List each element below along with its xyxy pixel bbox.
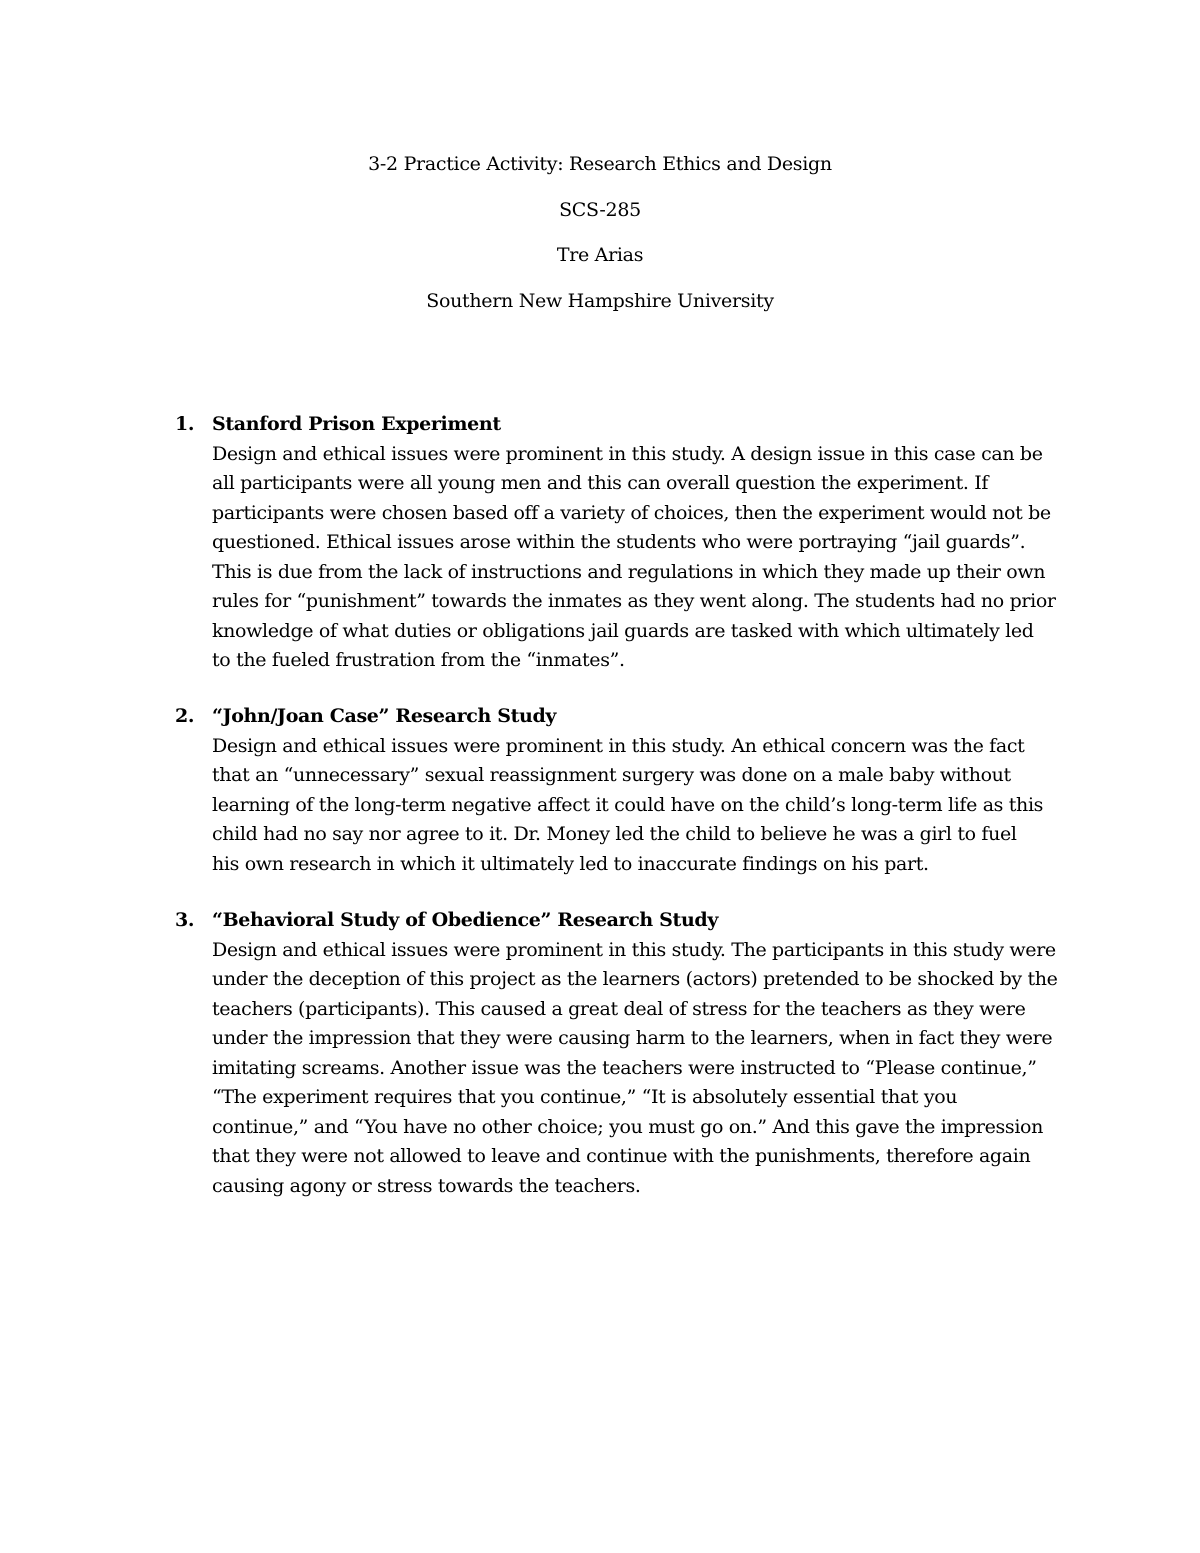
body-line: under the impression that they were causing harm to the learners, when in fact they were [212, 1027, 1053, 1049]
body-line: that an “unnecessary” sexual reassignment surgery was done on a male baby without [212, 764, 1011, 786]
body-line: all participants were all young men and this can overall question the experiment. If [212, 472, 989, 494]
body-line: continue,” and “You have no other choice; you must go on.” And this gave the impression [212, 1115, 1044, 1138]
body-line: learning of the long-term negative affect it could have on the child’s long-term life as this [212, 793, 1044, 816]
assignment-title: 3-2 Practice Activity: Research Ethics and Design [368, 153, 832, 175]
body-line: participants were chosen based off a variety of choices, then the experiment would not be [212, 501, 1051, 524]
body-line: “The experiment requires that you continue,” “It is absolutely essential that you [212, 1086, 958, 1108]
body-line: This is due from the lack of instructions and regulations in which they made up their own [212, 560, 1046, 583]
section-number: 2. [175, 705, 195, 727]
body-line: his own research in which it ultimately led to inaccurate findings on his part. [212, 852, 929, 875]
body-line: knowledge of what duties or obligations jail guards are tasked with which ultimately led [212, 619, 1034, 642]
section-heading [175, 410, 1075, 440]
body-line: to the fueled frustration from the “inmates”. [212, 649, 625, 671]
section-title: “Behavioral Study of Obedience” Research Study [212, 909, 719, 931]
body-line: Design and ethical issues were prominent in this study. A design issue in this case can be [212, 442, 1043, 465]
body-line: that they were not allowed to leave and continue with the punishments, therefore again [212, 1145, 1031, 1167]
section-title: Stanford Prison Experiment [212, 413, 501, 435]
section-number: 3. [175, 909, 195, 931]
institution-name: Southern New Hampshire University [426, 289, 774, 312]
section-number: 1. [175, 413, 195, 435]
section-stanford-prison-experiment [175, 410, 1075, 676]
section-behavioral-study-of-obedience [175, 906, 1075, 1201]
body-line: rules for “punishment” towards the inmates as they went along. The students had no prior [212, 590, 1056, 612]
section-heading [175, 702, 1075, 732]
author-name: Tre Arias [556, 244, 644, 266]
body-line: under the deception of this project as the learners (actors) pretended to be shocked by the [212, 968, 1058, 990]
body-line: questioned. Ethical issues arose within the students who were portraying “jail guards”. [212, 531, 1026, 553]
section-body [212, 936, 1075, 1202]
body-line: Design and ethical issues were prominent in this study. The participants in this study were [212, 938, 1056, 961]
body-line: teachers (participants). This caused a great deal of stress for the teachers as they were [212, 997, 1026, 1020]
section-body [212, 732, 1075, 880]
body-line: imitating screams. Another issue was the teachers were instructed to “Please continue,” [212, 1056, 1037, 1079]
body-line: Design and ethical issues were prominent in this study. An ethical concern was the fact [212, 734, 1025, 757]
section-body [212, 440, 1075, 676]
section-john-joan-case [175, 702, 1075, 879]
section-title: “John/Joan Case” Research Study [212, 705, 557, 727]
section-heading [175, 906, 1075, 936]
body-line: causing agony or stress towards the teachers. [212, 1174, 641, 1197]
course-code: SCS-285 [559, 198, 641, 221]
title-block [0, 142, 1200, 324]
body-line: child had no say nor agree to it. Dr. Money led the child to believe he was a girl to fuel [212, 823, 1017, 845]
